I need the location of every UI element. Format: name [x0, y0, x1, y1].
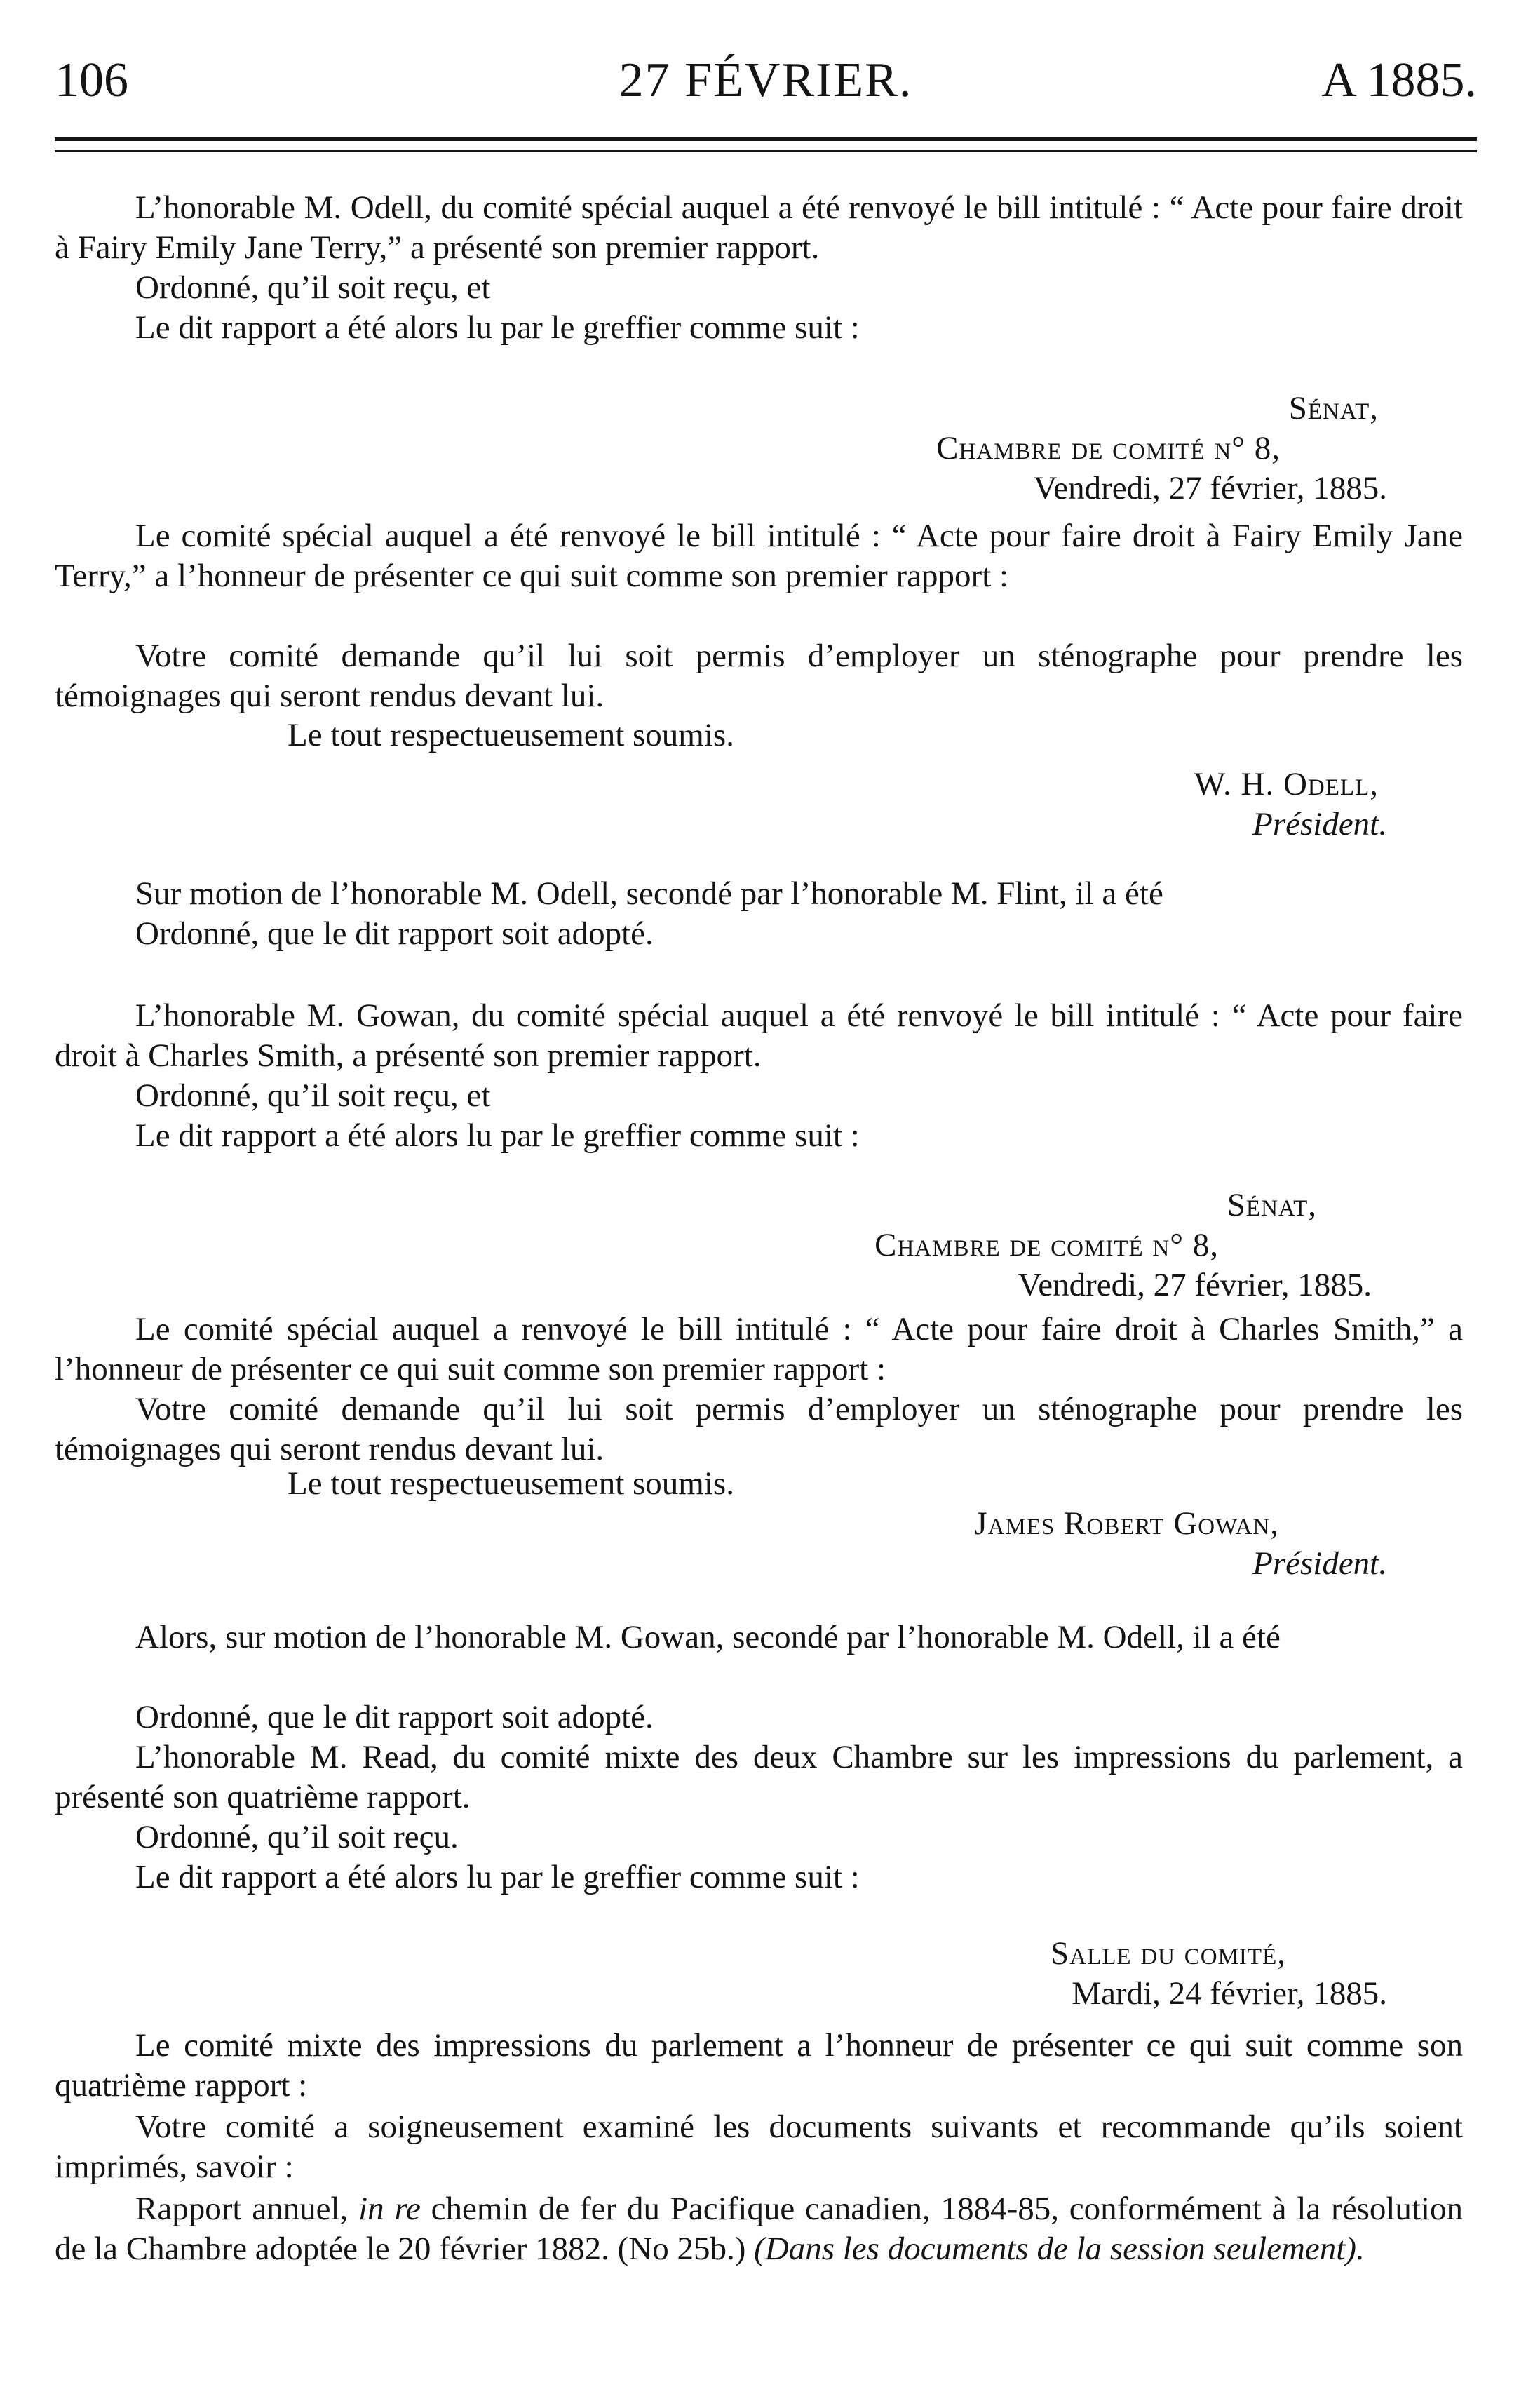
report-3-date: Mardi, 24 février, 1885. [1072, 1975, 1387, 2012]
report-2-signer-title: Président. [1252, 1545, 1387, 1582]
report-1-senat: Sénat, [1288, 390, 1379, 426]
header-year: A 1885. [1321, 53, 1477, 107]
header-rule-thin [55, 150, 1477, 152]
report-2-request: Votre comité demande qu’il lui soit permis d’employer un sténographe pour prendre les témoignages qui seront rendus devant lui. [55, 1391, 1463, 1467]
ordered-received-3: Ordonné, qu’il soit reçu. [135, 1819, 459, 1855]
report-3-exam: Votre comité a soigneusement examiné les documents suivants et recommande qu’ils soient imprimés, savoir : [55, 2108, 1463, 2185]
paragraph-gowan-report: L’honorable M. Gowan, du comité spécial auquel a été renvoyé le bill intitulé : “ Acte pour faire droit à Charles Smith, a présenté son premier rapport. [55, 997, 1463, 1074]
page-header [55, 49, 1477, 112]
motion-2-ordered: Ordonné, que le dit rapport soit adopté. [135, 1699, 654, 1735]
report-1-chambre: Chambre de comité n° 8, [936, 430, 1281, 466]
report-1-signer-title: Président. [1252, 806, 1387, 842]
report-2-chambre: Chambre de comité n° 8, [874, 1227, 1219, 1263]
page-number: 106 [55, 53, 128, 107]
report-3-salle: Salle du comité, [1051, 1935, 1286, 1972]
motion-1-line-1: Sur motion de l’honorable M. Odell, secondé par l’honorable M. Flint, il a été [135, 875, 1163, 912]
report-3-item-note: (Dans les documents de la session seulement). [754, 2231, 1365, 2267]
report-read-3: Le dit rapport a été alors lu par le greffier comme suit : [135, 1859, 860, 1895]
paragraph-odell-report: L’honorable M. Odell, du comité spécial auquel a été renvoyé le bill intitulé : “ Acte pour faire droit à Fairy Emily Jane Terry,” a présenté son premier rapport. [55, 189, 1463, 266]
report-1-request: Votre comité demande qu’il lui soit permis d’employer un sténographe pour prendre les témoignages qui seront rendus devant lui. [55, 638, 1463, 714]
report-2-closing: Le tout respectueusement soumis. [288, 1465, 734, 1502]
ordered-received-1: Ordonné, qu’il soit reçu, et [135, 269, 491, 306]
report-2-senat: Sénat, [1227, 1187, 1317, 1223]
report-1-date: Vendredi, 27 février, 1885. [1033, 470, 1387, 506]
report-1-closing: Le tout respectueusement soumis. [288, 717, 734, 753]
report-2-signer: James Robert Gowan, [974, 1505, 1279, 1542]
ordered-received-2: Ordonné, qu’il soit reçu, et [135, 1077, 491, 1114]
motion-1-line-2: Ordonné, que le dit rapport soit adopté. [135, 915, 654, 952]
header-date: 27 FÉVRIER. [619, 53, 913, 107]
report-1-body: Le comité spécial auquel a été renvoyé le bill intitulé : “ Acte pour faire droit à Fairy Emily Jane Terry,” a l’honneur de présenter ce qui suit comme son premier rapport : [55, 518, 1463, 594]
header-rule-thick [55, 137, 1477, 141]
report-1-signer: W. H. Odell, [1194, 766, 1379, 802]
motion-2: Alors, sur motion de l’honorable M. Gowan, secondé par l’honorable M. Odell, il a été [135, 1619, 1281, 1655]
paragraph-read-report: L’honorable M. Read, du comité mixte des deux Chambre sur les impressions du parlement, a présenté son quatrième rapport. [55, 1739, 1463, 1815]
report-2-body: Le comité spécial auquel a renvoyé le bill intitulé : “ Acte pour faire droit à Charles Smith,” a l’honneur de présenter ce qui suit comme son premier rapport : [55, 1311, 1463, 1387]
report-read-2: Le dit rapport a été alors lu par le greffier comme suit : [135, 1117, 860, 1154]
report-read-1: Le dit rapport a été alors lu par le greffier comme suit : [135, 309, 860, 346]
report-3-body: Le comité mixte des impressions du parlement a l’honneur de présenter ce qui suit comme son quatrième rapport : [55, 2027, 1463, 2104]
report-2-date: Vendredi, 27 février, 1885. [1018, 1267, 1372, 1303]
report-3-item-a: Rapport annuel, [135, 2191, 349, 2227]
report-3-item [55, 2189, 1463, 2269]
report-3-item-b: chemin de fer du Pacifique canadien, 1884-85, conformément à la résolution de la Chambre adoptée le 20 février 1882. (No 25b.) [55, 2191, 1464, 2267]
report-3-item-inre: in re [358, 2191, 421, 2227]
